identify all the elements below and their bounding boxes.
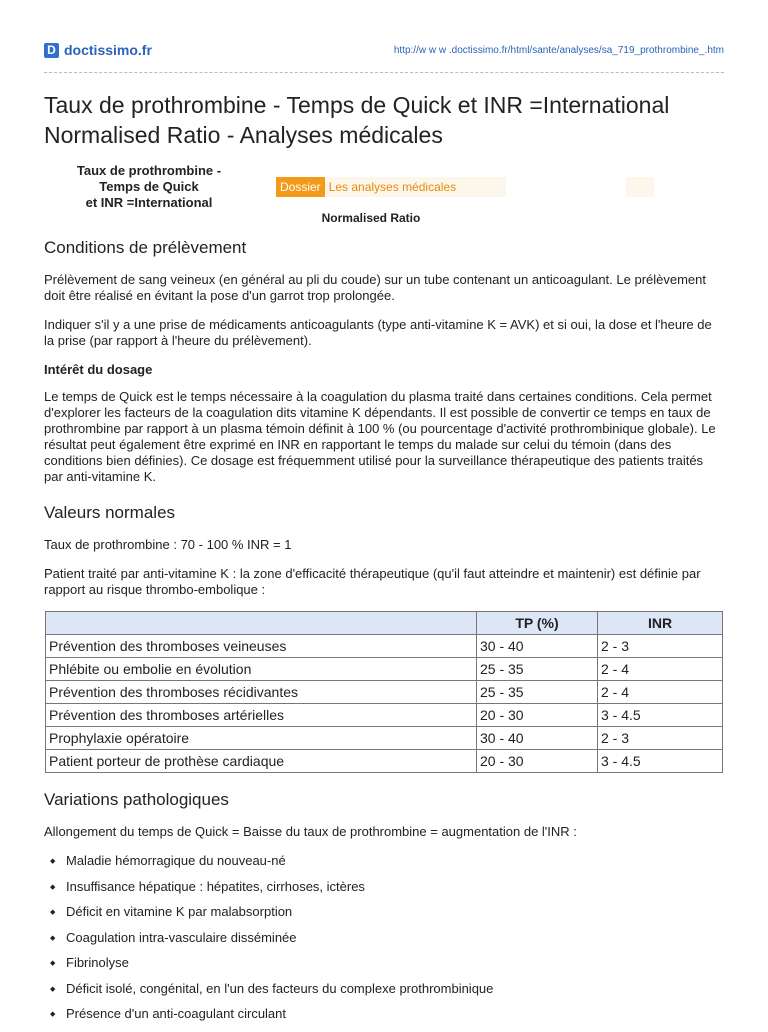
- table-header-cell: INR: [598, 612, 723, 635]
- list-item: ◆ Présence d'un anti-coagulant circulant: [66, 1006, 724, 1022]
- table-row: [46, 681, 723, 704]
- table-row: [46, 750, 723, 773]
- table-cell: 2 - 4: [598, 658, 723, 681]
- paragraph: Indiquer s'il y a une prise de médicaments anticoagulants (type anti-vitamine K = AVK) et si oui, la dose et l'heure de la prise (par rapport à l'heure du prélèvement).: [44, 317, 712, 348]
- section-heading-conditions: Conditions de prélèvement: [44, 238, 247, 257]
- list-item: ◆ Maladie hémorragique du nouveau-né: [66, 853, 724, 869]
- dossier-tag: Dossier: [276, 177, 325, 197]
- table-cell: Prophylaxie opératoire: [46, 727, 477, 750]
- paragraph: Prélèvement de sang veineux (en général au pli du coude) sur un tube contenant un anticoagulant. Le prélèvement doit être réalisé en évitant la pose d'un garrot trop prolongée.: [44, 272, 707, 303]
- table-cell: 25 - 35: [477, 681, 598, 704]
- side-title-line: et INR =International: [85, 195, 213, 210]
- page-url-link[interactable]: http://w w w .doctissimo.fr/html/sante/analyses/sa_719_prothrombine_.htm: [393, 45, 724, 56]
- side-title-line: Normalised Ratio: [321, 211, 421, 225]
- list-item: ◆ Déficit en vitamine K par malabsorption: [66, 904, 724, 920]
- table-cell: 2 - 3: [598, 727, 723, 750]
- top-bar: [44, 42, 724, 62]
- table-row: [46, 635, 723, 658]
- table-cell: Prévention des thromboses récidivantes: [46, 681, 477, 704]
- page-title: Taux de prothrombine - Temps de Quick et INR =International Normalised Ratio - Analyses médicales: [44, 92, 670, 148]
- paragraph: Le temps de Quick est le temps nécessaire à la coagulation du plasma traité dans certaines conditions. Cela permet d'explorer les facteurs de la coagulation dits vitamine K dépendants. Il est possible de convertir ce temps en taux de prothrombine par rapport à un plasma témoin définit à 100 % (ou pourcentage d'activité prothrombinique globale). Le résultat peut également être exprimé en INR en rapportant le temps du malade sur celui du témoin (dans des conditions bien définies). Ce dosage est fréquemment utilisé pour la surveillance thérapeutique des patients traités par anti-vitamine K.: [44, 389, 716, 484]
- divider: [44, 72, 724, 73]
- table-cell: Patient porteur de prothèse cardiaque: [46, 750, 477, 773]
- table-cell: Phlébite ou embolie en évolution: [46, 658, 477, 681]
- table-cell: 3 - 4.5: [598, 750, 723, 773]
- table-cell: 25 - 35: [477, 658, 598, 681]
- table-cell: 30 - 40: [477, 635, 598, 658]
- site-logo[interactable]: [44, 42, 152, 58]
- table-header-cell: [46, 612, 477, 635]
- table-header-cell: TP (%): [477, 612, 598, 635]
- list-item: ◆ Fibrinolyse: [66, 955, 724, 971]
- table-row: [46, 704, 723, 727]
- table-cell: 2 - 4: [598, 681, 723, 704]
- table-header-row: [46, 612, 723, 635]
- side-title: [44, 163, 254, 211]
- section-heading-variations: Variations pathologiques: [44, 790, 229, 809]
- table-cell: 3 - 4.5: [598, 704, 723, 727]
- dossier-decoration: [626, 177, 654, 197]
- table-cell: 20 - 30: [477, 704, 598, 727]
- pathology-list: [44, 853, 724, 1022]
- paragraph: Allongement du temps de Quick = Baisse du taux de prothrombine = augmentation de l'INR :: [44, 824, 577, 839]
- table-row: [46, 727, 723, 750]
- dossier-link[interactable]: Les analyses médicales: [325, 177, 506, 197]
- list-item: ◆ Coagulation intra-vasculaire disséminée: [66, 930, 724, 946]
- side-title-line: Taux de prothrombine -: [76, 163, 222, 178]
- paragraph: Patient traité par anti-vitamine K : la zone d'efficacité thérapeutique (qu'il faut atteindre et maintenir) est définie par rapport au risque thrombo-embolique :: [44, 566, 701, 597]
- therapeutic-range-table: [45, 611, 723, 773]
- side-title-line: Temps de Quick: [99, 179, 199, 194]
- table-cell: 2 - 3: [598, 635, 723, 658]
- doctissimo-logo-icon: D: [44, 43, 59, 58]
- list-item: ◆ Déficit isolé, congénital, en l'un des facteurs du complexe prothrombinique: [66, 981, 724, 997]
- paragraph: Taux de prothrombine : 70 - 100 % INR = 1: [44, 537, 292, 552]
- section-heading-valeurs: Valeurs normales: [44, 503, 176, 522]
- table-cell: Prévention des thromboses artérielles: [46, 704, 477, 727]
- table-cell: 20 - 30: [477, 750, 598, 773]
- article-content: [44, 238, 724, 1032]
- table-row: [46, 658, 723, 681]
- site-name: doctissimo.fr: [64, 42, 152, 58]
- table-cell: 30 - 40: [477, 727, 598, 750]
- list-item: ◆ Insuffisance hépatique : hépatites, cirrhoses, ictères: [66, 879, 724, 895]
- table-cell: Prévention des thromboses veineuses: [46, 635, 477, 658]
- subheading-interet: Intérêt du dosage: [44, 362, 153, 377]
- dossier-banner: [276, 177, 506, 197]
